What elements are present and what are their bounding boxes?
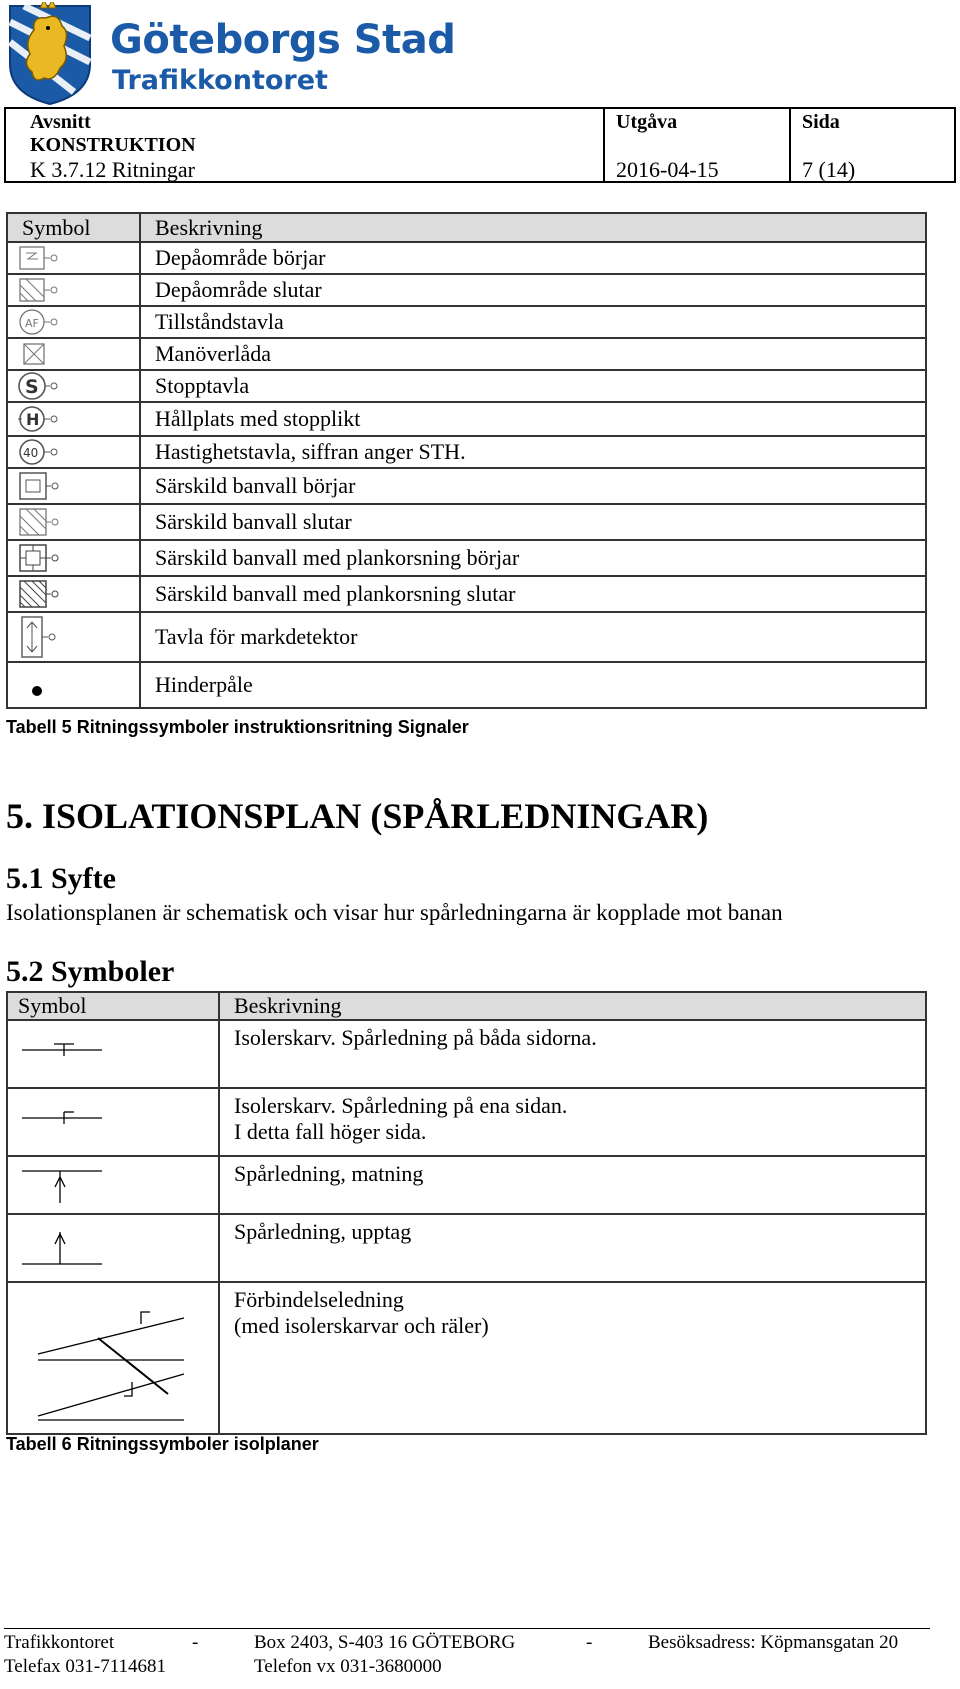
pickup-icon (7, 1214, 219, 1282)
row-description: Hastighetstavla, siffran anger STH. (140, 436, 926, 468)
footer-separator: - (586, 1632, 593, 1653)
document-header-table (4, 107, 956, 183)
subsection-symbols-heading: 5.2 Symboler (6, 955, 175, 988)
bollard-icon (7, 662, 140, 708)
crossing-end-icon (7, 576, 140, 612)
description-line: Isolerskarv. Spårledning på båda sidorna. (234, 1025, 597, 1050)
row-description: Tillståndstavla (140, 306, 926, 338)
symbol-column-header: Symbol (7, 213, 140, 242)
svg-text:AF: AF (25, 317, 39, 330)
footer-fax: Telefax 031-7114681 (4, 1656, 167, 1677)
table-row (7, 370, 926, 402)
footer-org: Trafikkontoret (4, 1632, 115, 1653)
table-row (7, 504, 926, 540)
row-description: Depåområde slutar (140, 274, 926, 306)
footer-visiting-address: Besöksadress: Köpmansgatan 20 (648, 1632, 899, 1653)
section-label: Avsnitt (30, 111, 91, 133)
table-row (7, 274, 926, 306)
table-row (7, 1214, 926, 1282)
description-line: Spårledning, upptag (234, 1219, 412, 1244)
purpose-paragraph: Isolationsplanen är schematisk och visar hur spårledningarna är kopplade mot banan (6, 900, 783, 925)
table-row (7, 436, 926, 468)
svg-text:H: H (26, 410, 40, 429)
description-line: Isolerskarv. Spårledning på ena sidan. (234, 1093, 568, 1118)
table-row (7, 662, 926, 708)
svg-text:S: S (25, 376, 39, 398)
table-header-row (7, 213, 926, 242)
detector-sign-icon (7, 612, 140, 662)
row-description: Särskild banvall med plankorsning slutar (140, 576, 926, 612)
organization-name: Göteborgs Stad (110, 17, 456, 63)
footer-separator: - (192, 1632, 199, 1653)
city-logo (4, 2, 96, 106)
signal-symbols-table (6, 212, 927, 709)
stop-required-icon (7, 402, 140, 436)
stop-sign-icon (7, 370, 140, 402)
track-end-icon (7, 504, 140, 540)
track-start-icon (7, 468, 140, 504)
row-description: Hinderpåle (140, 662, 926, 708)
page-number: 7 (14) (802, 157, 856, 182)
footer-phone: Telefon vx 031-3680000 (254, 1656, 442, 1677)
table-header-row (7, 992, 926, 1020)
edition-label: Utgåva (616, 111, 678, 133)
isolation-symbols-table (6, 991, 927, 1435)
description-line: Spårledning, matning (234, 1161, 424, 1186)
permit-sign-icon (7, 306, 140, 338)
row-description (219, 1282, 926, 1434)
svg-text:40: 40 (23, 446, 39, 460)
section-heading: 5. ISOLATIONSPLAN (SPÅRLEDNINGAR) (6, 796, 709, 836)
description-line: I detta fall höger sida. (234, 1119, 427, 1144)
control-box-icon (7, 338, 140, 370)
row-description: Stopptavla (140, 370, 926, 402)
section-reference: K 3.7.12 Ritningar (30, 157, 195, 182)
section-name: KONSTRUKTION (30, 134, 196, 156)
table-row (7, 242, 926, 274)
row-description: Manöverlåda (140, 338, 926, 370)
row-description (219, 1156, 926, 1214)
table-row (7, 1156, 926, 1214)
row-description (219, 1214, 926, 1282)
table-row (7, 1282, 926, 1434)
row-description: Depåområde börjar (140, 242, 926, 274)
feed-icon (7, 1156, 219, 1214)
table-row (7, 612, 926, 662)
crossing-start-icon (7, 540, 140, 576)
footer-rule (4, 1628, 930, 1629)
edition-date: 2016-04-15 (616, 157, 719, 182)
table-row (7, 468, 926, 504)
subsection-purpose-heading: 5.1 Syfte (6, 862, 116, 895)
organization-unit: Trafikkontoret (112, 65, 328, 96)
page-label: Sida (802, 111, 840, 133)
symbol-column-header: Symbol (7, 992, 219, 1020)
table-row (7, 540, 926, 576)
row-description: Hållplats med stopplikt (140, 402, 926, 436)
description-column-header: Beskrivning (219, 992, 926, 1020)
table-row (7, 576, 926, 612)
speed-sign-icon (7, 436, 140, 468)
row-description: Tavla för markdetektor (140, 612, 926, 662)
row-description: Särskild banvall med plankorsning börjar (140, 540, 926, 576)
description-line: Förbindelseledning (234, 1287, 404, 1312)
table-6-caption: Tabell 6 Ritningssymboler isolplaner (6, 1434, 319, 1454)
description-column-header: Beskrivning (140, 213, 926, 242)
table-row (7, 306, 926, 338)
depot-start-icon (7, 242, 140, 274)
row-description: Särskild banvall börjar (140, 468, 926, 504)
row-description (219, 1088, 926, 1156)
depot-end-icon (7, 274, 140, 306)
row-description (219, 1020, 926, 1088)
connection-line-icon (7, 1282, 219, 1434)
insulated-joint-one-icon (7, 1088, 219, 1156)
row-description: Särskild banvall slutar (140, 504, 926, 540)
table-row (7, 1020, 926, 1088)
table-row (7, 338, 926, 370)
table-row (7, 402, 926, 436)
insulated-joint-both-icon (7, 1020, 219, 1088)
table-row (7, 1088, 926, 1156)
table-5-caption: Tabell 5 Ritningssymboler instruktionsritning Signaler (6, 717, 469, 737)
footer-postal-address: Box 2403, S-403 16 GÖTEBORG (254, 1632, 516, 1653)
description-line: (med isolerskarvar och räler) (234, 1313, 489, 1338)
